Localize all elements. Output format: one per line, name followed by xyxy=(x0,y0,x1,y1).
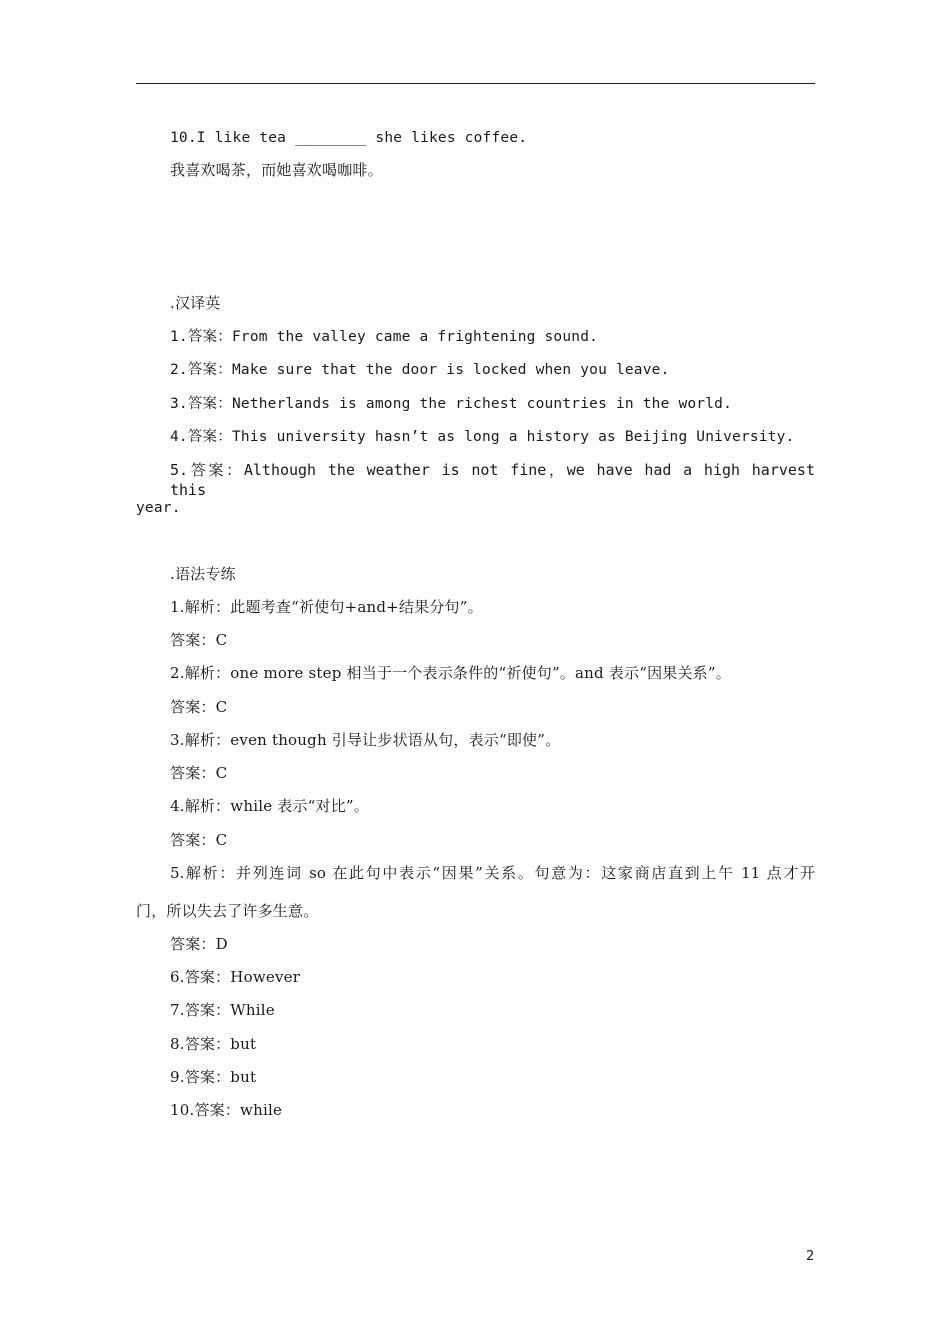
grammar-line: 答案：C xyxy=(170,764,228,782)
grammar-line: 7.答案：While xyxy=(170,1001,275,1019)
translation-answer-3: 3.答案：Netherlands is among the richest countries in the world. xyxy=(170,396,733,412)
grammar-line: 4.解析：while 表示“对比”。 xyxy=(170,797,369,815)
grammar-line: 9.答案：but xyxy=(170,1068,257,1086)
translation-answer-5-continued: year. xyxy=(136,500,181,516)
grammar-line: 答案：C xyxy=(170,698,228,716)
section-heading-grammar: .语法专练 xyxy=(170,565,236,583)
question-10-english: 10.I like tea ________ she likes coffee. xyxy=(170,130,528,146)
question-10-chinese: 我喜欢喝茶，而她喜欢喝咖啡。 xyxy=(170,161,383,179)
grammar-line: 答案：D xyxy=(170,935,228,953)
grammar-line: 2.解析：one more step 相当于一个表示条件的“祈使句”。and 表示“因果关系”。 xyxy=(170,664,731,682)
grammar-line: 答案：C xyxy=(170,831,228,849)
grammar-line: 3.解析：even though 引导让步状语从句，表示“即使”。 xyxy=(170,731,561,749)
grammar-line: 1.解析：此题考查“祈使句+and+结果分句”。 xyxy=(170,598,483,616)
grammar-line: 5.解析：并列连词 so 在此句中表示“因果”关系。句意为：这家商店直到上午 11 点才开 xyxy=(170,864,815,882)
translation-answer-4: 4.答案：This university hasn’t as long a history as Beijing University. xyxy=(170,429,795,445)
grammar-line: 8.答案：but xyxy=(170,1035,257,1053)
translation-answer-1: 1.答案：From the valley came a frightening sound. xyxy=(170,329,599,345)
grammar-line: 10.答案：while xyxy=(170,1101,283,1119)
header-rule xyxy=(136,83,815,84)
grammar-line: 门，所以失去了许多生意。 xyxy=(136,902,319,920)
translation-answer-2: 2.答案：Make sure that the door is locked when you leave. xyxy=(170,362,670,378)
grammar-line: 答案：C xyxy=(170,631,228,649)
section-heading-translation: .汉译英 xyxy=(170,294,221,312)
grammar-line: 6.答案：However xyxy=(170,968,301,986)
page-number: 2 xyxy=(806,1249,815,1264)
translation-answer-5: 5.答案：Although the weather is not fine，we have had a high harvest this xyxy=(170,461,815,499)
